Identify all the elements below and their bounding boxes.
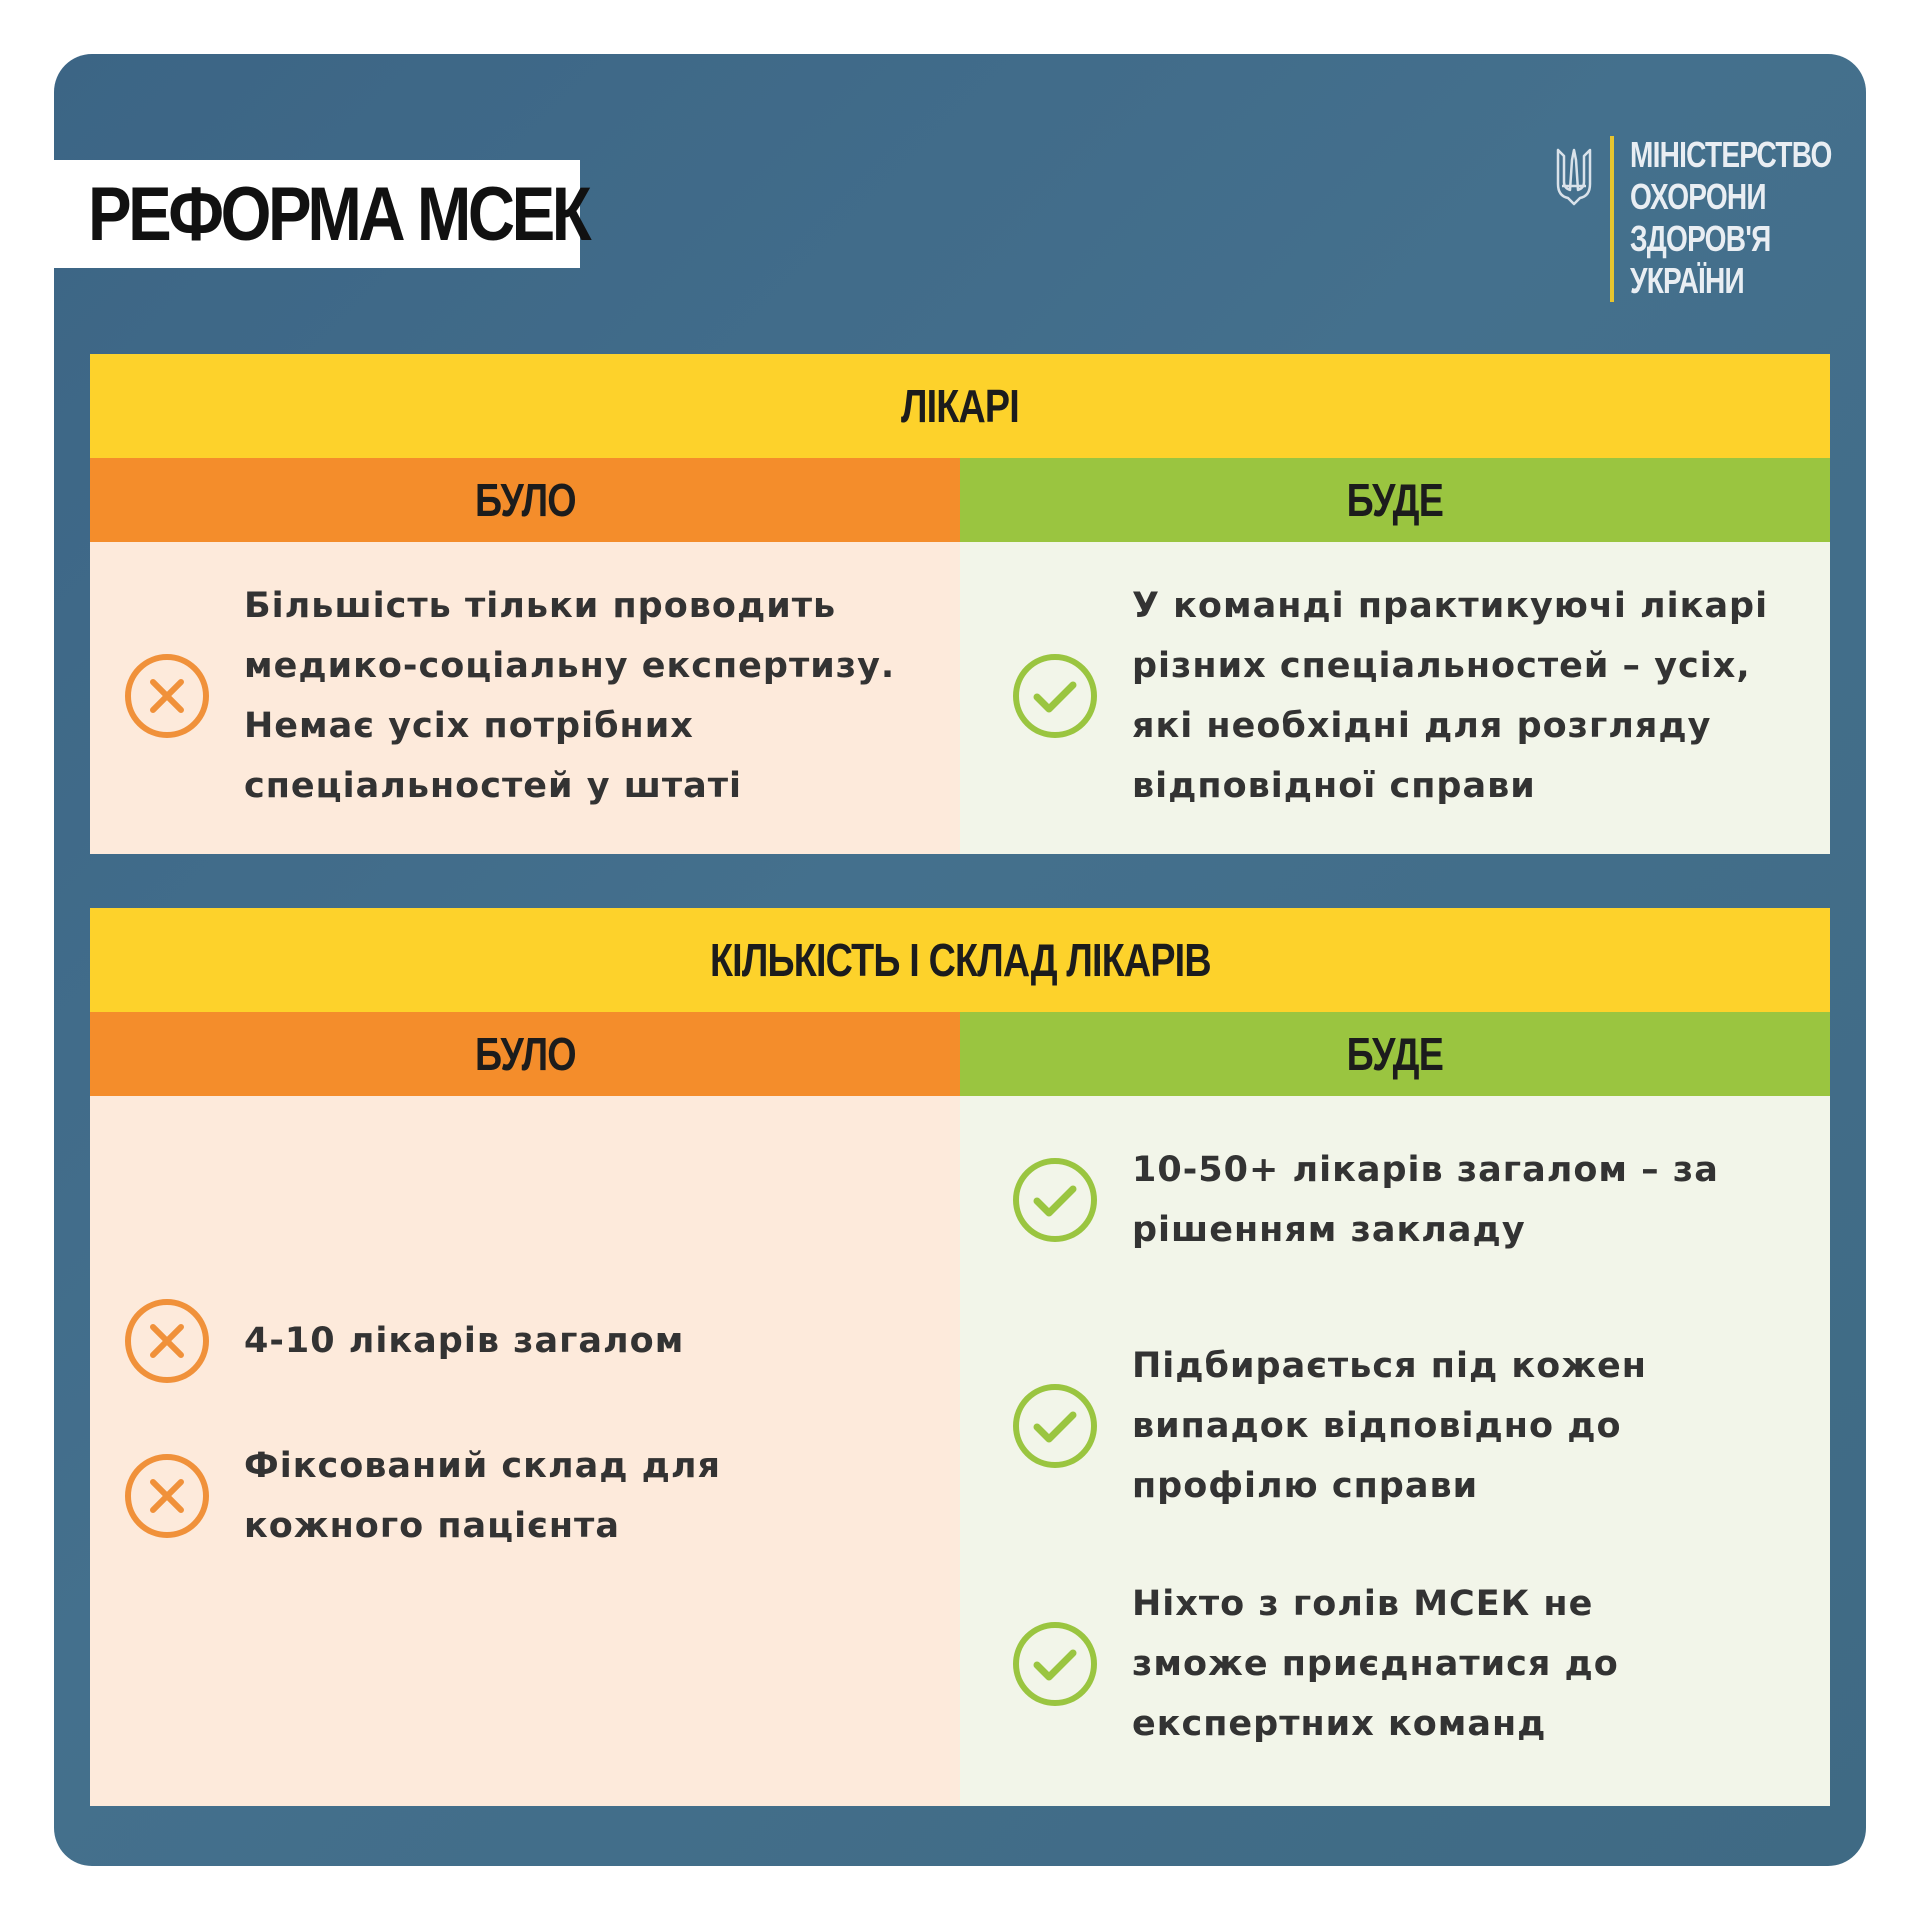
will-header [960,458,1830,542]
was-item-text: 4-10 лікарів загалом [244,1321,685,1361]
logo-divider [1610,136,1614,302]
was-item [122,1296,940,1386]
was-item-text: Фіксований склад для кожного пацієнта [244,1446,722,1546]
section-header [90,908,1830,1012]
ministry-line: ОХОРОНИ [1630,176,1766,217]
was-item [122,576,940,816]
will-body [960,542,1830,854]
was-label: БУЛО [474,474,576,526]
ministry-name [1630,134,1832,302]
title-banner [54,160,589,268]
will-body [960,1096,1830,1806]
was-header [90,1012,960,1096]
was-item [122,1436,940,1556]
will-item-text: Ніхто з голів МСЕК не зможе приєднатися до експертних команд [1132,1584,1619,1744]
will-column [960,1012,1830,1806]
cross-circle-icon [122,1451,212,1541]
was-body [90,542,960,854]
section-title: ЛІКАРІ [901,380,1019,432]
section-header [90,354,1830,458]
check-circle-icon [1010,1381,1100,1471]
will-label: БУДЕ [1346,1028,1444,1080]
ministry-line: ЗДОРОВ'Я [1630,218,1771,259]
will-header [960,1012,1830,1096]
will-item-text: У команді практикуючі лікарі різних спеціальностей – усіх, які необхідні для розгляду відповідної справи [1132,586,1769,806]
infographic-card [54,54,1866,1866]
was-label: БУЛО [474,1028,576,1080]
will-item [1010,1574,1810,1754]
was-column [90,1012,960,1806]
section-doctor-count [90,908,1830,1806]
was-header [90,458,960,542]
was-item-text: Більшість тільки проводить медико-соціальну експертизу. Немає усіх потрібних спеціальностей у штаті [244,586,896,806]
check-circle-icon [1010,651,1100,741]
will-item-text: 10-50+ лікарів загалом – за рішенням закладу [1132,1150,1719,1250]
section-doctors [90,354,1830,854]
will-label: БУДЕ [1346,474,1444,526]
page-title: РЕФОРМА МСЕК [88,171,589,257]
will-item [1010,1336,1810,1516]
cross-circle-icon [122,651,212,741]
check-circle-icon [1010,1619,1100,1709]
was-body [90,1096,960,1806]
ministry-line: УКРАЇНИ [1630,260,1744,301]
check-circle-icon [1010,1155,1100,1245]
ministry-line: МІНІСТЕРСТВО [1630,134,1832,175]
will-item [1010,1140,1810,1260]
section-title: КІЛЬКІСТЬ І СКЛАД ЛІКАРІВ [709,934,1211,986]
will-item-text: Підбирається під кожен випадок відповідно до профілю справи [1132,1346,1647,1506]
will-item [1010,576,1810,816]
ministry-logo [1554,134,1844,304]
cross-circle-icon [122,1296,212,1386]
was-column [90,458,960,854]
will-column [960,458,1830,854]
trident-icon [1554,146,1594,206]
